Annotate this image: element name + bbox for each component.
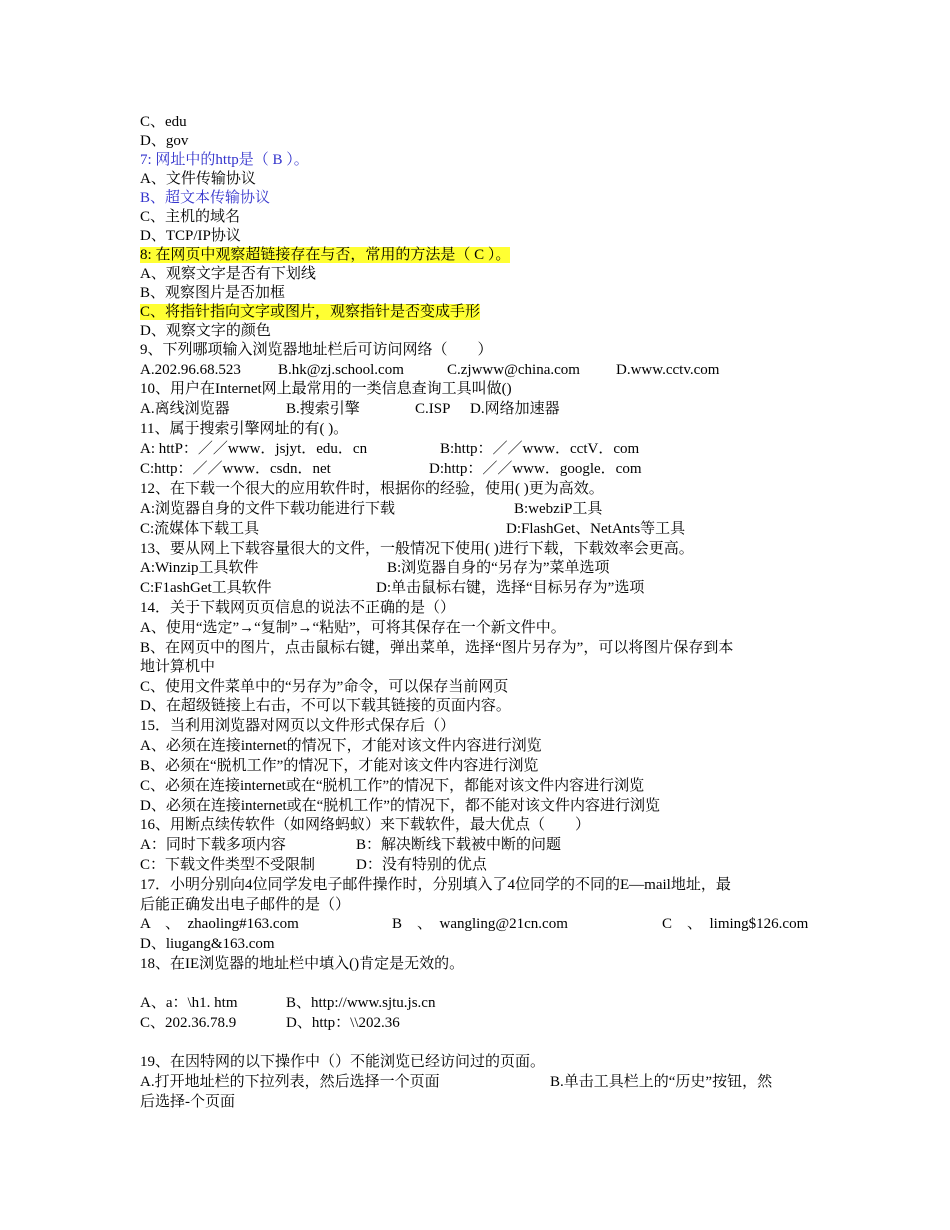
q6-option-d: D、gov — [140, 133, 189, 149]
q14-option-c: C、使用文件菜单中的“另存为”命令，可以保存当前网页 — [140, 679, 509, 695]
q9-option-d: D.www.cctv.com — [616, 362, 720, 378]
q18-option-a: A、a：\h1. htm — [140, 995, 238, 1011]
q10-option-d: D.网络加速器 — [470, 401, 560, 417]
q17-question: 17．小明分别向4位同学发电子邮件操作时，分别填入了4位同学的不同的E—mail地址，最 — [140, 877, 731, 893]
q6-option-c: C、edu — [140, 114, 187, 130]
q15-question: 15．当利用浏览器对网页以文件形式保存后（） — [140, 718, 456, 734]
q13-question: 13、要从网上下载容量很大的文件，一般情况下使用( )进行下载，下载效率会更高。 — [140, 541, 694, 557]
q17-question-cont: 后能正确发出电子邮件的是（） — [140, 897, 351, 913]
q14-option-a: A、使用“选定”→“复制”→“粘贴”，可将其保存在一个新文件中。 — [140, 620, 566, 636]
q19-option-b-cont: 后选择-个页面 — [140, 1094, 235, 1110]
q13-option-b: B:浏览器自身的“另存为”菜单选项 — [387, 560, 610, 576]
q7-option-b-answer: B、超文本传输协议 — [140, 190, 271, 206]
q12-question: 12、在下载一个很大的应用软件时，根据你的经验，使用( )更为高效。 — [140, 481, 604, 497]
q8-option-c-highlight: C、将指针指向文字或图片，观察指针是否变成手形 — [140, 304, 481, 320]
q16-option-c: C：下载文件类型不受限制 — [140, 857, 316, 873]
q8-question-highlight: 8: 在网页中观察超链接存在与否，常用的方法是（ C ）。 — [140, 247, 511, 263]
q9-question: 9、下列哪项输入浏览器地址栏后可访问网络（ ） — [140, 342, 493, 358]
q18-option-c: C、202.36.78.9 — [140, 1015, 237, 1031]
q14-option-d: D、在超级链接上右击，不可以下载其链接的页面内容。 — [140, 698, 511, 714]
q17-option-b: B 、 wangling@21cn.com — [392, 916, 568, 932]
q9-option-a: A.202.96.68.523 — [140, 362, 241, 378]
q7-option-a: A、文件传输协议 — [140, 171, 256, 187]
q14-question: 14．关于下载网页页信息的说法不正确的是（） — [140, 600, 456, 616]
q8-option-d: D、观察文字的颜色 — [140, 323, 271, 339]
q10-option-c: C.ISP — [415, 401, 451, 417]
q18-option-b: B、http://www.sjtu.js.cn — [286, 995, 436, 1011]
q8-option-c-answer — [140, 303, 480, 322]
q8-option-a: A、观察文字是否有下划线 — [140, 266, 316, 282]
q10-option-b: B.搜索引擎 — [286, 401, 360, 417]
q8-option-b: B、观察图片是否加框 — [140, 285, 286, 301]
q8-question — [140, 246, 510, 265]
q9-option-c: C.zjwww@china.com — [447, 362, 580, 378]
q18-option-d: D、http：\\202.36 — [286, 1015, 400, 1031]
q19-option-a: A.打开地址栏的下拉列表，然后选择一个页面 — [140, 1074, 440, 1090]
q11-option-b: B:http：／／www．cctV．com — [440, 441, 640, 457]
q7-option-c: C、主机的域名 — [140, 209, 241, 225]
q12-option-c: C:流媒体下载工具 — [140, 521, 260, 537]
q19-question: 19、在因特网的以下操作中（）不能浏览已经访问过的页面。 — [140, 1054, 546, 1070]
q16-option-d: D：没有特别的优点 — [356, 857, 487, 873]
q13-option-a: A:Winzip工具软件 — [140, 560, 259, 576]
q13-option-c: C:F1ashGet工具软件 — [140, 580, 272, 596]
q15-option-b: B、必须在“脱机工作”的情况下，才能对该文件内容进行浏览 — [140, 758, 539, 774]
q16-option-b: B：解决断线下载被中断的问题 — [356, 837, 562, 853]
q12-option-a: A:浏览器自身的文件下载功能进行下载 — [140, 501, 396, 517]
q17-option-c: C 、 liming$126.com — [662, 916, 809, 932]
q16-question: 16、用断点续传软件（如网络蚂蚁）来下载软件，最大优点（ ） — [140, 817, 591, 833]
q15-option-c: C、必须在连接internet或在“脱机工作”的情况下，都能对该文件内容进行浏览 — [140, 778, 645, 794]
q17-option-d: D、liugang&163.com — [140, 936, 275, 952]
q14-option-b-cont: 地计算机中 — [140, 659, 216, 675]
q19-option-b: B.单击工具栏上的“历史”按钮，然 — [550, 1074, 773, 1090]
q15-option-d: D、必须在连接internet或在“脱机工作”的情况下，都不能对该文件内容进行浏览 — [140, 798, 660, 814]
q9-option-b: B.hk@zj.school.com — [278, 362, 404, 378]
q11-question: 11、属于搜索引擎网址的有( )。 — [140, 421, 349, 437]
q14-option-b: B、在网页中的图片，点击鼠标右键，弹出菜单，选择“图片另存为”，可以将图片保存到本 — [140, 640, 734, 656]
q11-option-d: D:http：／／www．google．com — [429, 461, 642, 477]
q7-question: 7: 网址中的http是（ B ）。 — [140, 152, 309, 168]
q17-option-a: A 、 zhaoling#163.com — [140, 916, 299, 932]
q15-option-a: A、必须在连接internet的情况下，才能对该文件内容进行浏览 — [140, 738, 542, 754]
q11-option-c: C:http：／／www．csdn．net — [140, 461, 331, 477]
q10-option-a: A.离线浏览器 — [140, 401, 230, 417]
q11-option-a: A: httP：／／www．jsjyt．edu．cn — [140, 441, 368, 457]
q7-option-d: D、TCP/IP协议 — [140, 228, 241, 244]
q16-option-a: A：同时下载多项内容 — [140, 837, 286, 853]
q10-question: 10、用户在Internet网上最常用的一类信息查询工具叫做() — [140, 381, 512, 397]
q12-option-d: D:FlashGet、NetAnts等工具 — [506, 521, 686, 537]
q18-question: 18、在IE浏览器的地址栏中填入()肯定是无效的。 — [140, 956, 465, 972]
q13-option-d: D:单击鼠标右键，选择“目标另存为”选项 — [376, 580, 645, 596]
q12-option-b: B:webziP工具 — [514, 501, 603, 517]
